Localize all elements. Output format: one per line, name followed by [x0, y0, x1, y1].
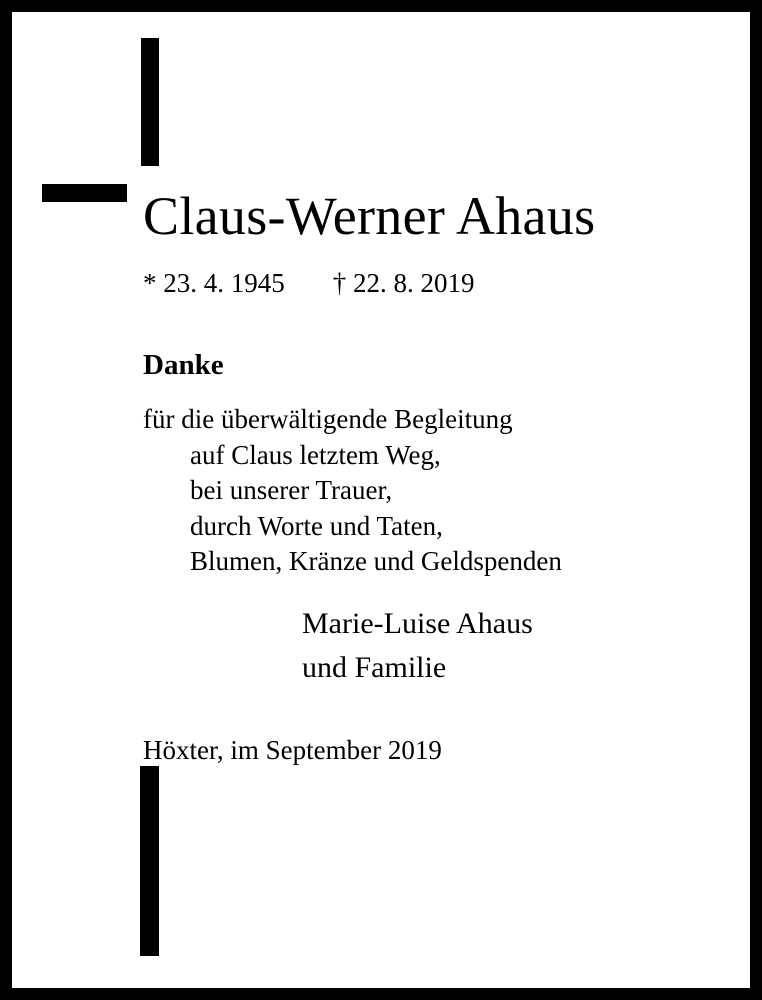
deceased-name: Claus-Werner Ahaus: [143, 186, 596, 246]
birth-date: * 23. 4. 1945: [143, 268, 285, 298]
thanks-heading: Danke: [143, 349, 224, 381]
signer-family: und Familie: [302, 651, 447, 684]
bottom-vertical-bar-icon: [140, 766, 159, 956]
obituary-notice: [12, 12, 750, 988]
cross-vertical-bar-icon: [141, 38, 159, 166]
thanks-line: bei unserer Trauer,: [190, 475, 393, 505]
signer-name: Marie-Luise Ahaus: [302, 607, 533, 640]
thanks-line: durch Worte und Taten,: [190, 510, 443, 541]
thanks-line: für die überwältigende Begleitung: [143, 404, 513, 434]
thanks-line: auf Claus letztem Weg,: [190, 439, 441, 470]
thanks-line: Blumen, Kränze und Geldspenden: [190, 546, 562, 576]
place-and-date: Höxter, im September 2019: [143, 735, 442, 765]
death-date: † 22. 8. 2019: [332, 268, 475, 298]
life-dates: [143, 267, 475, 299]
cross-horizontal-bar-icon: [42, 184, 127, 202]
signers: [302, 602, 533, 690]
thanks-text: [143, 402, 562, 580]
